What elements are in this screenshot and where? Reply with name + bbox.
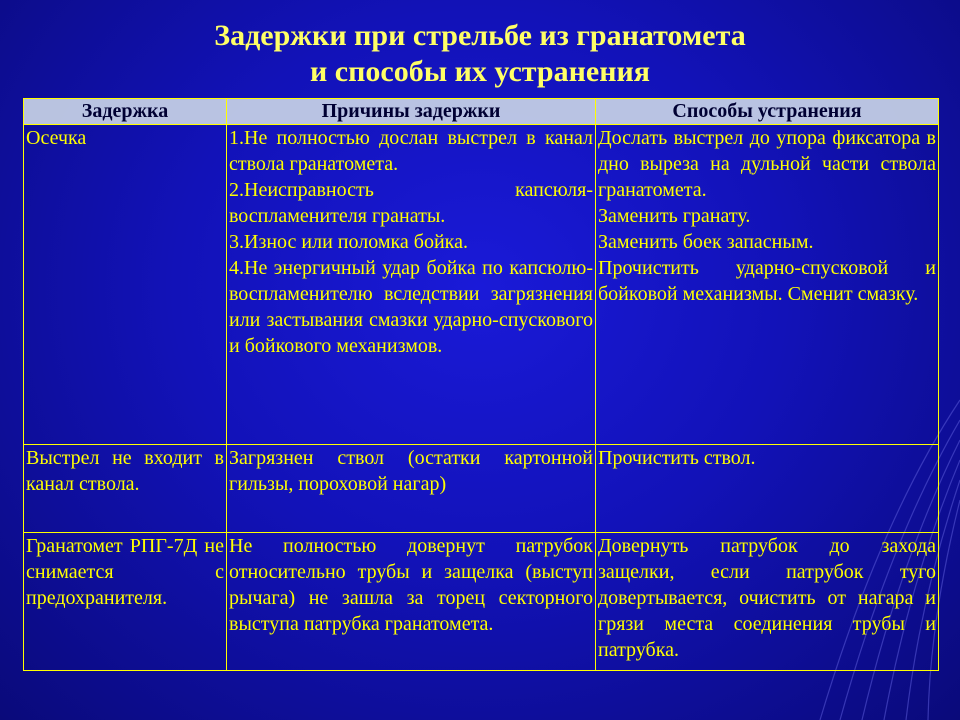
remedy-text: Дослать выстрел до упора фиксатора в дно выреза на дульной части ствола гранатомета. (598, 127, 936, 201)
remedy-text: Заменить гранату. (598, 205, 751, 227)
cause-text: 3.Износ или поломка бойка. (229, 231, 468, 253)
remedy-text: Прочистить ударно-спусковой и бойковой механизмы. Сменит смазку. (598, 257, 936, 305)
causes-cell (227, 445, 596, 533)
cause-text: 1.Не полностью дослан выстрел в канал ствола гранатомета. (229, 127, 593, 175)
remedies-cell (596, 533, 939, 671)
delay-cell (24, 445, 227, 533)
delay-text: Осечка (26, 127, 87, 149)
cause-text: 4.Не энергичный удар бойка по капсюлю-воспламенителю вследствии загрязнения или застывания смазки ударно-спускового и бойкового механизмов. (229, 257, 593, 357)
table-header-row (24, 99, 939, 125)
title-line-1: Задержки при стрельбе из гранатомета (214, 19, 746, 52)
header-remedies: Способы устранения (596, 99, 939, 125)
title-line-2: и способы их устранения (310, 55, 650, 88)
cause-text: 2.Неисправность капсюля-воспламенителя гранаты. (229, 179, 593, 227)
header-delay: Задержка (24, 99, 227, 125)
delay-cell (24, 125, 227, 445)
delay-cell (24, 533, 227, 671)
remedies-cell (596, 445, 939, 533)
remedy-text: Довернуть патрубок до захода защелки, если патрубок туго довертывается, очистить от нагара и грязи места соединения трубы и патрубка. (598, 535, 936, 661)
delays-table (23, 98, 939, 671)
causes-cell (227, 533, 596, 671)
slide-title (0, 18, 960, 90)
remedy-text: Заменить боек запасным. (598, 231, 814, 253)
cause-text: Не полностью довернут патрубок относительно трубы и защелка (выступ рычага) не зашла за торец секторного выступа патрубка гранатомета. (229, 535, 593, 635)
delay-text: Гранатомет РПГ-7Д не снимается с предохранителя. (26, 535, 224, 609)
delay-text: Выстрел не входит в канал ствола. (26, 447, 224, 495)
table-row (24, 445, 939, 533)
cause-text: Загрязнен ствол (остатки картонной гильзы, пороховой нагар) (229, 447, 593, 495)
remedies-cell (596, 125, 939, 445)
header-causes: Причины задержки (227, 99, 596, 125)
table-row (24, 533, 939, 671)
table-row (24, 125, 939, 445)
causes-cell (227, 125, 596, 445)
remedy-text: Прочистить ствол. (598, 447, 756, 469)
